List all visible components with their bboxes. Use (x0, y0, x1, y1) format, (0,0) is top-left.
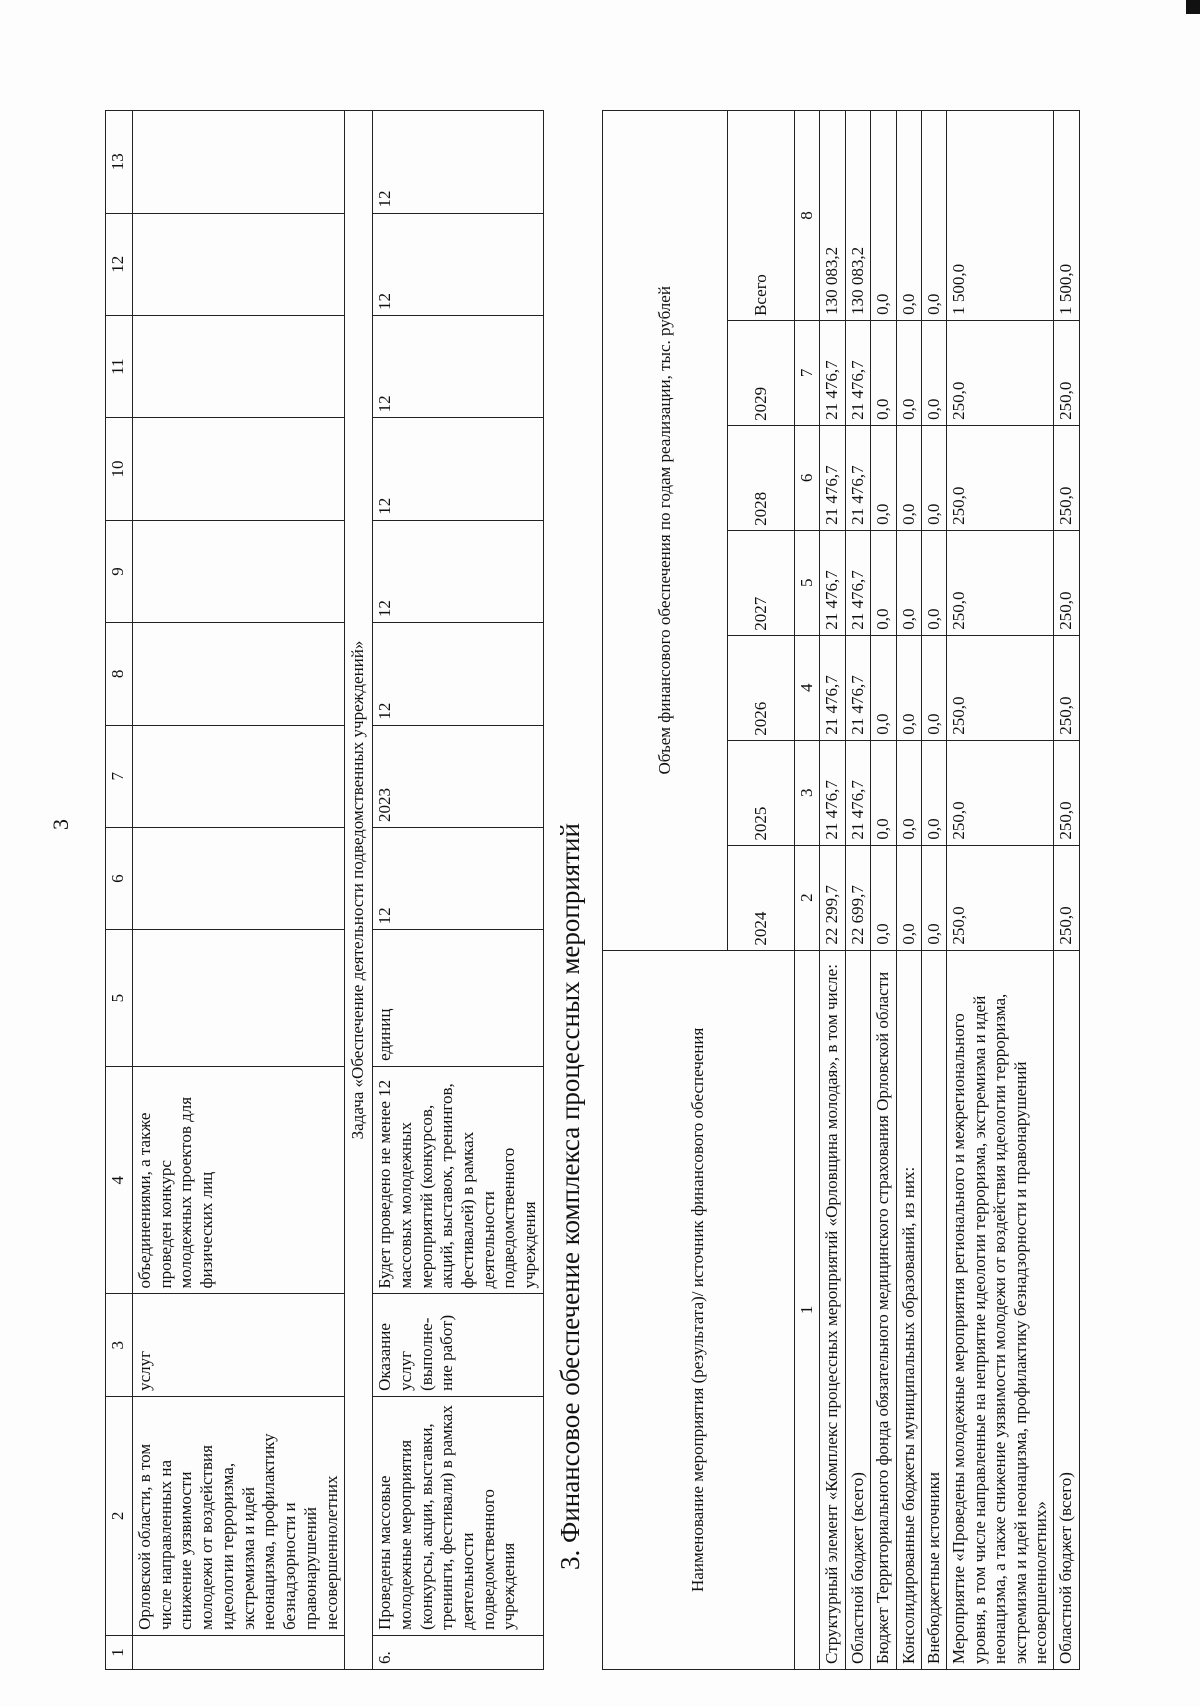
rotated-page (10, 10, 1170, 1700)
table-cell (133, 520, 345, 622)
row-name: Областной бюджет (всего) (1054, 950, 1079, 1669)
col-number: 8 (795, 111, 820, 321)
table-cell (133, 315, 345, 417)
total-cell: 1 500,0 (1054, 111, 1079, 321)
value-cell: 21 476,7 (820, 425, 845, 530)
value-cell: 0,0 (896, 320, 921, 425)
table-cell: 12 (373, 827, 544, 929)
header-cell: 6 (106, 827, 133, 929)
table-cell (133, 725, 345, 827)
table-row (133, 111, 345, 1670)
table-cell: 12 (373, 111, 544, 214)
column-number-row (106, 111, 133, 1670)
value-cell: 0,0 (896, 530, 921, 635)
indicators-table (105, 110, 544, 1670)
header-cell: 11 (106, 315, 133, 417)
value-cell: 22 299,7 (820, 845, 845, 950)
col-number: 5 (795, 530, 820, 635)
value-cell: 250,0 (947, 425, 1054, 530)
header-cell: 3 (106, 1294, 133, 1396)
table-row (845, 111, 870, 1670)
year-header: 2024 (728, 845, 795, 950)
value-cell: 0,0 (871, 320, 896, 425)
table-row (896, 111, 921, 1670)
header-cell: 4 (106, 1066, 133, 1294)
header-cell: 1 (106, 1635, 133, 1669)
header-cell: 5 (106, 930, 133, 1067)
financing-table (602, 110, 1080, 1670)
header-row (603, 111, 728, 1670)
table-row (373, 111, 544, 1670)
value-cell: 0,0 (896, 635, 921, 740)
scan-corner-mark (1186, 0, 1200, 14)
total-cell: 130 083,2 (820, 111, 845, 321)
table-cell (133, 213, 345, 315)
value-cell: 21 476,7 (845, 530, 870, 635)
row-name: Структурный элемент «Комплекс процессных мероприятий «Орловщина молодая», в том числе: (820, 950, 845, 1669)
table-cell: объединениями, а также проведен конкурс молодежных проектов для физических лиц (133, 1066, 345, 1294)
value-cell: 250,0 (947, 845, 1054, 950)
value-cell: 0,0 (871, 845, 896, 950)
year-header: 2028 (728, 425, 795, 530)
row-name: Областной бюджет (всего) (845, 950, 870, 1669)
total-cell: 0,0 (871, 111, 896, 321)
value-cell: 250,0 (1054, 740, 1079, 845)
value-cell: 0,0 (871, 740, 896, 845)
total-cell: 0,0 (921, 111, 946, 321)
header-cell: 12 (106, 213, 133, 315)
value-cell: 21 476,7 (845, 635, 870, 740)
table-cell (133, 827, 345, 929)
total-cell: 0,0 (896, 111, 921, 321)
row-name: Внебюджетные источники (921, 950, 946, 1669)
value-cell: 0,0 (896, 740, 921, 845)
total-cell: 1 500,0 (947, 111, 1054, 321)
table-cell (133, 930, 345, 1067)
table-cell: 12 (373, 520, 544, 622)
value-cell: 0,0 (921, 530, 946, 635)
table-row (921, 111, 946, 1670)
row-name: Мероприятие «Проведены молодежные мероприятия регионального и межрегионального уровня, в том числе направленные на неприятие идеологии терроризма, экстремизма и идей неонацизма, а также снижение уязвимости молодежи от воздействия идеологии терроризма, экстремизма и идей неонацизма, профилактику безнадзорности и правонарушений несовершеннолетних» (947, 950, 1054, 1669)
value-cell: 0,0 (921, 320, 946, 425)
table-cell: 2023 (373, 725, 544, 827)
year-header: 2027 (728, 530, 795, 635)
header-cell: 7 (106, 725, 133, 827)
total-cell: 130 083,2 (845, 111, 870, 321)
value-cell: 0,0 (921, 425, 946, 530)
header-cell: 2 (106, 1396, 133, 1635)
financing-rows (820, 111, 1079, 1670)
table-cell: 12 (373, 418, 544, 520)
table-cell: 6. (373, 1635, 544, 1669)
value-cell: 250,0 (947, 320, 1054, 425)
col-number: 2 (795, 845, 820, 950)
value-cell: 250,0 (1054, 635, 1079, 740)
table-cell: Будет проведено не менее 12 массовых молодежных мероприятий (конкурсов, акций, выставок, тренингов, фестивалей) в рамках деятельности подведомственного учреждения (373, 1066, 544, 1294)
table-row (871, 111, 896, 1670)
col-number: 6 (795, 425, 820, 530)
table-row (820, 111, 845, 1670)
table-cell (133, 1635, 345, 1669)
value-cell: 250,0 (1054, 530, 1079, 635)
volume-header: Объем финансового обеспечения по годам реализации, тыс. рублей (603, 111, 728, 951)
value-cell: 21 476,7 (820, 635, 845, 740)
value-cell: 21 476,7 (845, 740, 870, 845)
year-header: 2025 (728, 740, 795, 845)
table-cell: Оказание услуг (выполне-ние работ) (373, 1294, 544, 1396)
table-row (947, 111, 1054, 1670)
table-row (1054, 111, 1079, 1670)
value-cell: 250,0 (1054, 320, 1079, 425)
col-number: 3 (795, 740, 820, 845)
table-cell: 12 (373, 213, 544, 315)
header-cell: 8 (106, 623, 133, 725)
year-header: 2026 (728, 635, 795, 740)
value-cell: 0,0 (921, 845, 946, 950)
task-row (345, 111, 373, 1670)
table-cell (133, 111, 345, 214)
value-cell: 250,0 (947, 635, 1054, 740)
value-cell: 0,0 (896, 845, 921, 950)
section-title: 3. Финансовое обеспечение комплекса процессных мероприятий (555, 823, 585, 1570)
table-cell: Орловской области, в том числе направленных на снижение уязвимости молодежи от воздействия идеологии терроризма, экстремизма и идей неонацизма, профилактику безнадзорности и правонарушений несовершеннолетних (133, 1396, 345, 1635)
value-cell: 250,0 (947, 530, 1054, 635)
table-cell: услуг (133, 1294, 345, 1396)
value-cell: 0,0 (921, 635, 946, 740)
page-number: 3 (48, 819, 73, 830)
column-number-row (795, 111, 820, 1670)
total-header: Всего (728, 111, 795, 321)
name-header: Наименование мероприятия (результата)/ источник финансового обеспечения (603, 950, 795, 1669)
value-cell: 250,0 (1054, 845, 1079, 950)
value-cell: 21 476,7 (820, 530, 845, 635)
table-cell: 12 (373, 623, 544, 725)
col-number: 7 (795, 320, 820, 425)
value-cell: 21 476,7 (820, 740, 845, 845)
value-cell: 0,0 (896, 425, 921, 530)
header-cell: 13 (106, 111, 133, 214)
table-cell (133, 623, 345, 725)
value-cell: 250,0 (947, 740, 1054, 845)
table-cell: 12 (373, 315, 544, 417)
header-cell: 9 (106, 520, 133, 622)
header-cell: 10 (106, 418, 133, 520)
value-cell: 0,0 (921, 740, 946, 845)
row-name: Бюджет Территориального фонда обязательного медицинского страхования Орловской области (871, 950, 896, 1669)
value-cell: 21 476,7 (845, 425, 870, 530)
value-cell: 0,0 (871, 530, 896, 635)
table-cell (133, 418, 345, 520)
col-number: 4 (795, 635, 820, 740)
table-cell: единиц (373, 930, 544, 1067)
row-name: Консолидированные бюджеты муниципальных образований, из них: (896, 950, 921, 1669)
value-cell: 250,0 (1054, 425, 1079, 530)
table-cell: Проведены массовые молодежные мероприятия (конкурсы, акции, выставки, тренинги, фестивали) в рамках деятельности подведомственного учреждения (373, 1396, 544, 1635)
value-cell: 22 699,7 (845, 845, 870, 950)
value-cell: 21 476,7 (845, 320, 870, 425)
col-number: 1 (795, 950, 820, 1669)
value-cell: 0,0 (871, 425, 896, 530)
task-heading: Задача «Обеспечение деятельности подведомственных учреждений» (345, 111, 373, 1670)
year-header: 2029 (728, 320, 795, 425)
value-cell: 21 476,7 (820, 320, 845, 425)
value-cell: 0,0 (871, 635, 896, 740)
